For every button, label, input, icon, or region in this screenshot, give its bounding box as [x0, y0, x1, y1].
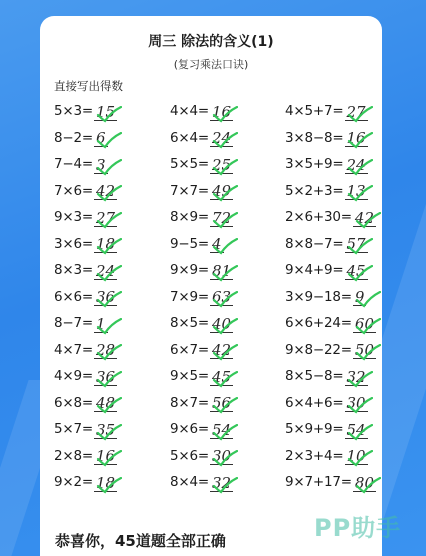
answer-wrap	[353, 473, 376, 492]
handwritten-answer: 24	[212, 129, 232, 148]
answer-wrap	[353, 314, 376, 333]
problem-row	[54, 98, 382, 125]
problem-equation: 5×9+9=	[285, 421, 344, 438]
problem-equation: 5×7=	[54, 421, 94, 438]
handwritten-answer: 30	[346, 394, 366, 413]
answer-wrap	[94, 287, 117, 306]
problem-equation: 3×5+9=	[285, 156, 344, 173]
answer-wrap	[94, 208, 117, 227]
handwritten-answer: 54	[212, 420, 232, 439]
problem-equation: 6×6=	[54, 288, 94, 305]
problem-equation: 7×9=	[170, 288, 210, 305]
answer-wrap	[94, 234, 117, 253]
answer-wrap	[345, 420, 368, 439]
answer-wrap	[210, 208, 233, 227]
problem-item	[285, 363, 368, 390]
answer-wrap	[210, 473, 233, 492]
handwritten-answer: 16	[96, 447, 116, 466]
problem-equation: 9×6=	[170, 421, 210, 438]
problem-item	[285, 416, 368, 443]
problem-item	[54, 443, 117, 470]
problem-item	[170, 284, 233, 311]
problem-equation: 9×7+17=	[285, 474, 352, 491]
result-message: 恭喜你，45道题全部正确	[55, 532, 226, 550]
answer-wrap	[94, 367, 117, 386]
problem-equation: 9×9=	[170, 262, 210, 279]
problem-item	[285, 257, 368, 284]
problem-equation: 9×4+9=	[285, 262, 344, 279]
problem-item	[170, 337, 233, 364]
section-label: 直接写出得数	[54, 79, 123, 93]
problem-row	[54, 257, 382, 284]
handwritten-answer: 45	[346, 261, 366, 280]
problem-equation: 2×6+30=	[285, 209, 352, 226]
problem-equation: 6×6+24=	[285, 315, 352, 332]
handwritten-answer: 50	[354, 341, 374, 360]
answer-wrap	[353, 340, 376, 359]
problem-row	[54, 310, 382, 337]
watermark-text: PP助手	[314, 514, 402, 542]
problem-item	[170, 443, 233, 470]
handwritten-answer: 4	[212, 235, 222, 254]
answer-wrap	[353, 208, 376, 227]
problem-equation: 7−4=	[54, 156, 94, 173]
problem-item	[285, 284, 371, 311]
answer-wrap	[94, 128, 112, 147]
handwritten-answer: 42	[212, 341, 232, 360]
handwritten-answer: 1	[96, 314, 106, 333]
answer-wrap	[210, 340, 233, 359]
watermark-logo	[314, 508, 424, 540]
handwritten-answer: 24	[96, 261, 116, 280]
handwritten-answer: 16	[346, 129, 366, 148]
handwritten-answer: 49	[212, 182, 232, 201]
problem-equation: 8−7=	[54, 315, 94, 332]
problem-item	[54, 469, 117, 496]
problem-equation: 5×3=	[54, 103, 94, 120]
answer-wrap	[353, 287, 371, 306]
problem-item	[285, 390, 368, 417]
problem-item	[170, 125, 233, 152]
problem-item	[170, 363, 233, 390]
answer-wrap	[345, 234, 368, 253]
problem-item	[285, 443, 368, 470]
handwritten-answer: 57	[346, 235, 366, 254]
problem-equation: 4×7=	[54, 341, 94, 358]
answer-wrap	[210, 314, 233, 333]
problem-equation: 4×5+7=	[285, 103, 344, 120]
answer-wrap	[345, 102, 368, 121]
handwritten-answer: 3	[96, 155, 106, 174]
handwritten-answer: 45	[212, 367, 232, 386]
page-title: 周三 除法的含义(1)	[148, 34, 274, 50]
handwritten-answer: 27	[346, 102, 366, 121]
answer-wrap	[210, 261, 233, 280]
problem-row	[54, 204, 382, 231]
problem-equation: 4×4=	[170, 103, 210, 120]
answer-wrap	[210, 446, 233, 465]
problem-row	[54, 390, 382, 417]
problem-row	[54, 363, 382, 390]
problem-equation: 4×9=	[54, 368, 94, 385]
answer-wrap	[94, 446, 117, 465]
problem-equation: 8×9=	[170, 209, 210, 226]
handwritten-answer: 42	[354, 208, 374, 227]
problem-item	[54, 231, 117, 258]
handwritten-answer: 40	[212, 314, 232, 333]
problem-row	[54, 284, 382, 311]
handwritten-answer: 42	[96, 182, 116, 201]
handwritten-answer: 28	[96, 341, 116, 360]
problem-item	[54, 363, 117, 390]
handwritten-answer: 25	[212, 155, 232, 174]
handwritten-answer: 56	[212, 394, 232, 413]
problem-item	[54, 337, 117, 364]
problem-row	[54, 416, 382, 443]
problem-equation: 9×5=	[170, 368, 210, 385]
problem-equation: 3×8−8=	[285, 129, 344, 146]
handwritten-answer: 16	[212, 102, 232, 121]
problem-item	[285, 125, 368, 152]
problem-equation: 2×8=	[54, 447, 94, 464]
handwritten-answer: 81	[212, 261, 232, 280]
handwritten-answer: 18	[96, 473, 116, 492]
answer-wrap	[345, 128, 368, 147]
problem-item	[170, 204, 233, 231]
problem-item	[54, 125, 112, 152]
problem-equation: 6×7=	[170, 341, 210, 358]
handwritten-answer: 63	[212, 288, 232, 307]
answer-wrap	[210, 420, 233, 439]
problem-item	[170, 469, 233, 496]
problem-grid	[54, 98, 382, 496]
problem-equation: 5×5=	[170, 156, 210, 173]
handwritten-answer: 60	[354, 314, 374, 333]
answer-wrap	[345, 393, 368, 412]
problem-item	[170, 416, 233, 443]
problem-equation: 3×6=	[54, 235, 94, 252]
handwritten-answer: 35	[96, 420, 116, 439]
answer-wrap	[210, 234, 228, 253]
page-subtitle: (复习乘法口诀)	[173, 58, 249, 71]
problem-equation: 8×4=	[170, 474, 210, 491]
handwritten-answer: 32	[346, 367, 366, 386]
problem-item	[285, 178, 368, 205]
problem-equation: 9×8−22=	[285, 341, 352, 358]
problem-equation: 3×9−18=	[285, 288, 352, 305]
answer-wrap	[345, 261, 368, 280]
worksheet-card	[40, 16, 382, 556]
problem-equation: 9×2=	[54, 474, 94, 491]
problem-item	[54, 151, 112, 178]
problem-item	[285, 469, 376, 496]
problem-equation: 2×3+4=	[285, 447, 344, 464]
problem-item	[170, 98, 233, 125]
answer-wrap	[210, 102, 233, 121]
problem-equation: 8×5−8=	[285, 368, 344, 385]
handwritten-answer: 36	[96, 288, 116, 307]
problem-equation: 6×4=	[170, 129, 210, 146]
handwritten-answer: 80	[354, 473, 374, 492]
problem-row	[54, 469, 382, 496]
problem-row	[54, 443, 382, 470]
problem-item	[54, 390, 117, 417]
problem-equation: 7×6=	[54, 182, 94, 199]
handwritten-answer: 72	[212, 208, 232, 227]
problem-row	[54, 231, 382, 258]
answer-wrap	[94, 420, 117, 439]
problem-item	[54, 98, 117, 125]
answer-wrap	[94, 340, 117, 359]
handwritten-answer: 13	[346, 182, 366, 201]
handwritten-answer: 32	[212, 473, 232, 492]
handwritten-answer: 18	[96, 235, 116, 254]
answer-wrap	[210, 367, 233, 386]
problem-equation: 5×6=	[170, 447, 210, 464]
problem-item	[54, 416, 117, 443]
problem-row	[54, 125, 382, 152]
problem-item	[170, 390, 233, 417]
answer-wrap	[210, 393, 233, 412]
answer-wrap	[345, 446, 368, 465]
problem-item	[285, 204, 376, 231]
handwritten-answer: 10	[346, 447, 366, 466]
handwritten-answer: 24	[346, 155, 366, 174]
answer-wrap	[94, 314, 112, 333]
problem-equation: 8−2=	[54, 129, 94, 146]
answer-wrap	[210, 128, 233, 147]
problem-item	[170, 178, 233, 205]
problem-equation: 8×8−7=	[285, 235, 344, 252]
problem-item	[54, 284, 117, 311]
answer-wrap	[210, 155, 233, 174]
problem-row	[54, 151, 382, 178]
problem-equation: 6×8=	[54, 394, 94, 411]
problem-equation: 6×4+6=	[285, 394, 344, 411]
handwritten-answer: 15	[96, 102, 116, 121]
problem-item	[170, 151, 233, 178]
answer-wrap	[345, 367, 368, 386]
problem-item	[54, 178, 117, 205]
problem-item	[285, 310, 376, 337]
handwritten-answer: 9	[354, 288, 365, 307]
problem-equation: 8×7=	[170, 394, 210, 411]
problem-item	[285, 151, 368, 178]
problem-row	[54, 178, 382, 205]
answer-wrap	[94, 102, 117, 121]
problem-equation: 9−5=	[170, 235, 210, 252]
answer-wrap	[94, 261, 117, 280]
problem-item	[170, 231, 228, 258]
answer-wrap	[210, 287, 233, 306]
problem-item	[170, 257, 233, 284]
problem-equation: 9×3=	[54, 209, 94, 226]
handwritten-answer: 48	[96, 394, 116, 413]
problem-item	[285, 337, 376, 364]
handwritten-answer: 6	[96, 129, 106, 148]
problem-item	[54, 310, 112, 337]
handwritten-answer: 36	[96, 367, 116, 386]
problem-item	[285, 98, 368, 125]
problem-item	[170, 310, 233, 337]
problem-item	[54, 204, 117, 231]
problem-equation: 5×2+3=	[285, 182, 344, 199]
answer-wrap	[94, 181, 117, 200]
answer-wrap	[210, 181, 233, 200]
handwritten-answer: 30	[212, 447, 232, 466]
answer-wrap	[94, 155, 112, 174]
answer-wrap	[94, 473, 117, 492]
problem-equation: 8×5=	[170, 315, 210, 332]
handwritten-answer: 54	[346, 420, 366, 439]
answer-wrap	[345, 155, 368, 174]
problem-item	[285, 231, 368, 258]
answer-wrap	[345, 181, 368, 200]
problem-equation: 7×7=	[170, 182, 210, 199]
problem-item	[54, 257, 117, 284]
problem-equation: 8×3=	[54, 262, 94, 279]
answer-wrap	[94, 393, 117, 412]
problem-row	[54, 337, 382, 364]
handwritten-answer: 27	[96, 208, 116, 227]
